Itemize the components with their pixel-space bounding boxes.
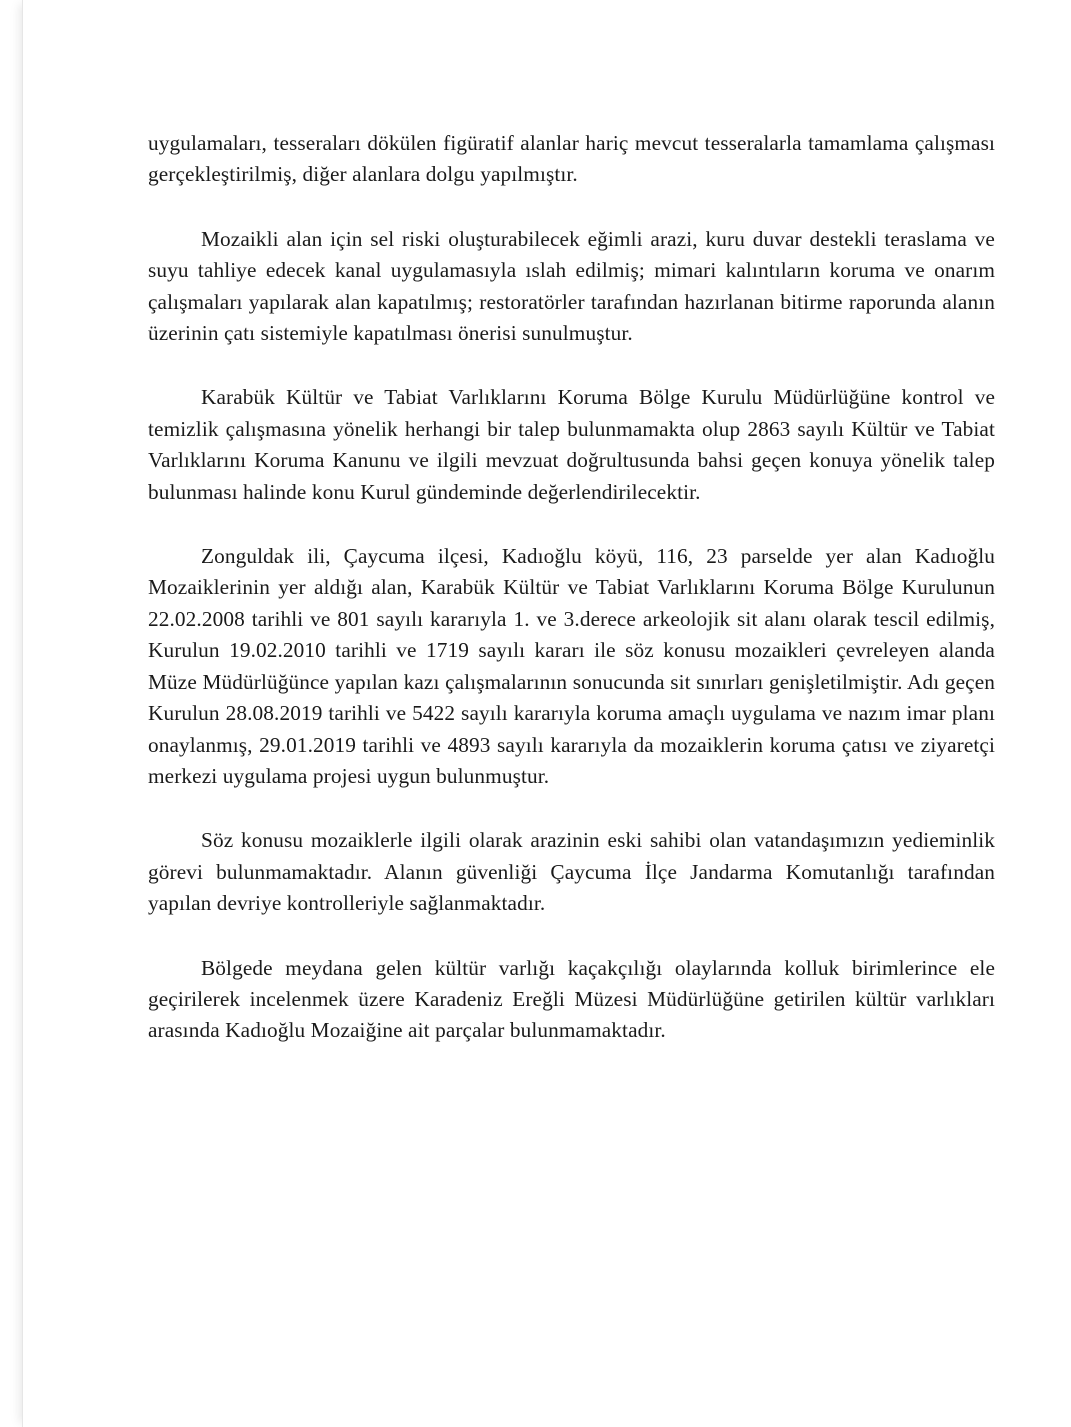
paragraph-5: Söz konusu mozaiklerle ilgili olarak arazinin eski sahibi olan vatandaşımızın yedieminlik görevi bulunmamaktadır. Alanın güvenliği Çaycuma İlçe Jandarma Komutanlığı tarafından yapılan devriye kontrolleriyle sağlanmaktadır. <box>148 828 995 916</box>
page-gutter <box>0 0 22 1427</box>
paragraph-2: Mozaikli alan için sel riski oluşturabilecek eğimli arazi, kuru duvar destekli teraslama ve suyu tahliye edecek kanal uygulamasıyla ıslah edilmiş; mimari kalıntıların koruma ve onarım çalışmaları yapılarak alan kapatılmış; restoratörler tarafından hazırlanan bitirme raporunda alanın üzerinin çatı sistemiyle kapatılması önerisi sunulmuştur. <box>148 226 995 346</box>
paragraph-4: Zonguldak ili, Çaycuma ilçesi, Kadıoğlu köyü, 116, 23 parselde yer alan Kadıoğlu Mozaiklerinin yer aldığı alan, Karabük Kültür ve Tabiat Varlıklarını Koruma Bölge Kurulunun 22.02.2008 tarihli ve 801 sayılı kararıyla 1. ve 3.derece arkeolojik sit alanı olarak tescil edilmiş, Kurulun 19.02.2010 tarihli ve 1719 sayılı kararı ile söz konusu mozaikleri çevreleyen alanda Müze Müdürlüğünce yapılan kazı çalışmalarının sonucunda sit sınırları genişletilmiştir. Adı geçen Kurulun 28.08.2019 tarihli ve 5422 sayılı kararıyla koruma amaçlı uygulama ve nazım imar planı onaylanmış, 29.01.2019 tarihli ve 4893 sayılı kararıyla da mozaiklerin koruma çatısı ve ziyaretçi merkezi uygulama projesi uygun bulunmuştur. <box>148 544 995 788</box>
paragraph-3: Karabük Kültür ve Tabiat Varlıklarını Koruma Bölge Kurulu Müdürlüğüne kontrol ve temizlik çalışmasına yönelik herhangi bir talep bulunmamakta olup 2863 sayılı Kültür ve Tabiat Varlıklarını Koruma Kanunu ve ilgili mevzuat doğrultusunda bahsi geçen konuya yönelik talep bulunması halinde konu Kurul gündeminde değerlendirilecektir. <box>148 385 995 504</box>
paragraph-6: Bölgede meydana gelen kültür varlığı kaçakçılığı olaylarında kolluk birimlerince ele geçirilerek incelenmek üzere Karadeniz Ereğli Müzesi Müdürlüğüne getirilen kültür varlıkları arasında Kadıoğlu Mozaiğine ait parçalar bulunmamaktadır. <box>148 955 995 1043</box>
paragraph-1: uygulamaları, tesseraları dökülen figüratif alanlar hariç mevcut tesseralarla tamamlama çalışması gerçekleştirilmiş, diğer alanlara dolgu yapılmıştır. <box>148 131 995 187</box>
document-body <box>148 128 995 1080</box>
